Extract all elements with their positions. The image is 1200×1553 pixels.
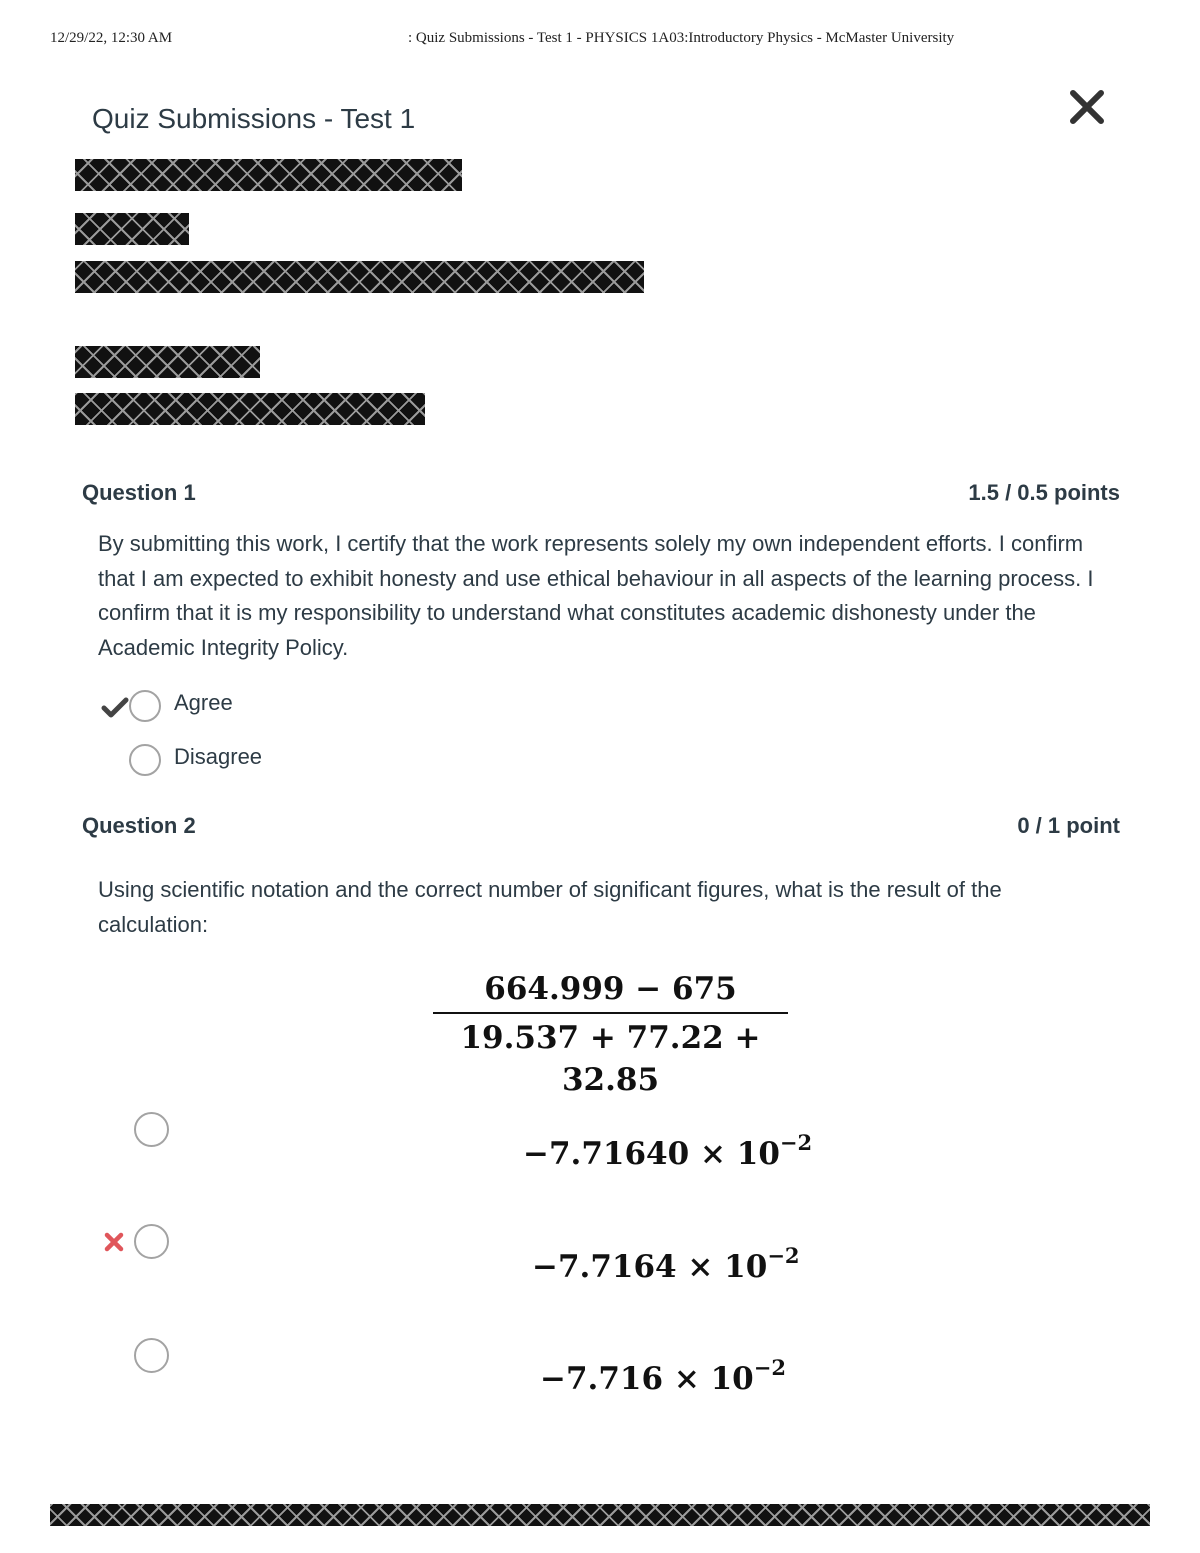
question-label: Question 2 [82,813,196,838]
check-icon [101,697,129,719]
redacted-attempt-info [75,346,260,378]
answer-mantissa: −7.716 × 10 [540,1361,754,1397]
option-answer-b [532,1243,800,1285]
answer-exponent: −2 [767,1243,800,1268]
question-1-header [82,480,1120,506]
question-2-text: Using scientific notation and the correct number of significant figures, what is the result of the calculation: [98,877,1002,937]
option-answer-a [523,1130,813,1172]
option-radio-agree[interactable] [129,690,161,722]
question-label: Question 1 [82,480,196,505]
close-icon [1068,88,1106,126]
option-radio-c[interactable] [134,1338,169,1373]
fraction-bar [433,1012,788,1014]
print-page-title: : Quiz Submissions - Test 1 - PHYSICS 1A03:Introductory Physics - McMaster University [408,30,955,46]
calculation-fraction [433,968,788,1098]
answer-exponent: −2 [779,1130,813,1155]
answer-mantissa: −7.7164 × 10 [532,1249,768,1285]
print-datetime: 12/29/22, 12:30 AM [50,30,173,46]
option-radio-b[interactable] [134,1224,169,1259]
x-icon [103,1231,125,1253]
redacted-score-info [75,393,425,425]
page-title: Quiz Submissions - Test 1 [92,103,416,134]
option-answer-c [540,1355,786,1397]
answer-exponent: −2 [753,1355,786,1380]
option-label-disagree: Disagree [174,744,263,769]
question-1-text: By submitting this work, I certify that the work represents solely my own independent efforts. I confirm that I am expected to exhibit honesty and use ethical behaviour in all aspects of the learning process. I confirm that it is my responsibility to understand what constitutes academic dishonesty under the Academic Integrity Policy. [98,531,1094,660]
question-points: 1.5 / 0.5 points [968,480,1120,505]
redacted-footer [50,1504,1150,1526]
question-2-header [82,813,1120,839]
close-button[interactable] [1068,88,1106,126]
fraction-numerator: 664.999 − 675 [484,971,737,1007]
redacted-student-name [75,159,462,191]
answer-mantissa: −7.71640 × 10 [523,1136,780,1172]
redacted-student-id [75,213,189,245]
fraction-denominator: 19.537 + 77.22 + 32.85 [460,1020,761,1098]
option-radio-disagree[interactable] [129,744,161,776]
question-points: 0 / 1 point [1017,813,1120,838]
redacted-submission-info [75,261,644,293]
option-label-agree: Agree [174,690,233,715]
option-radio-a[interactable] [134,1112,169,1147]
